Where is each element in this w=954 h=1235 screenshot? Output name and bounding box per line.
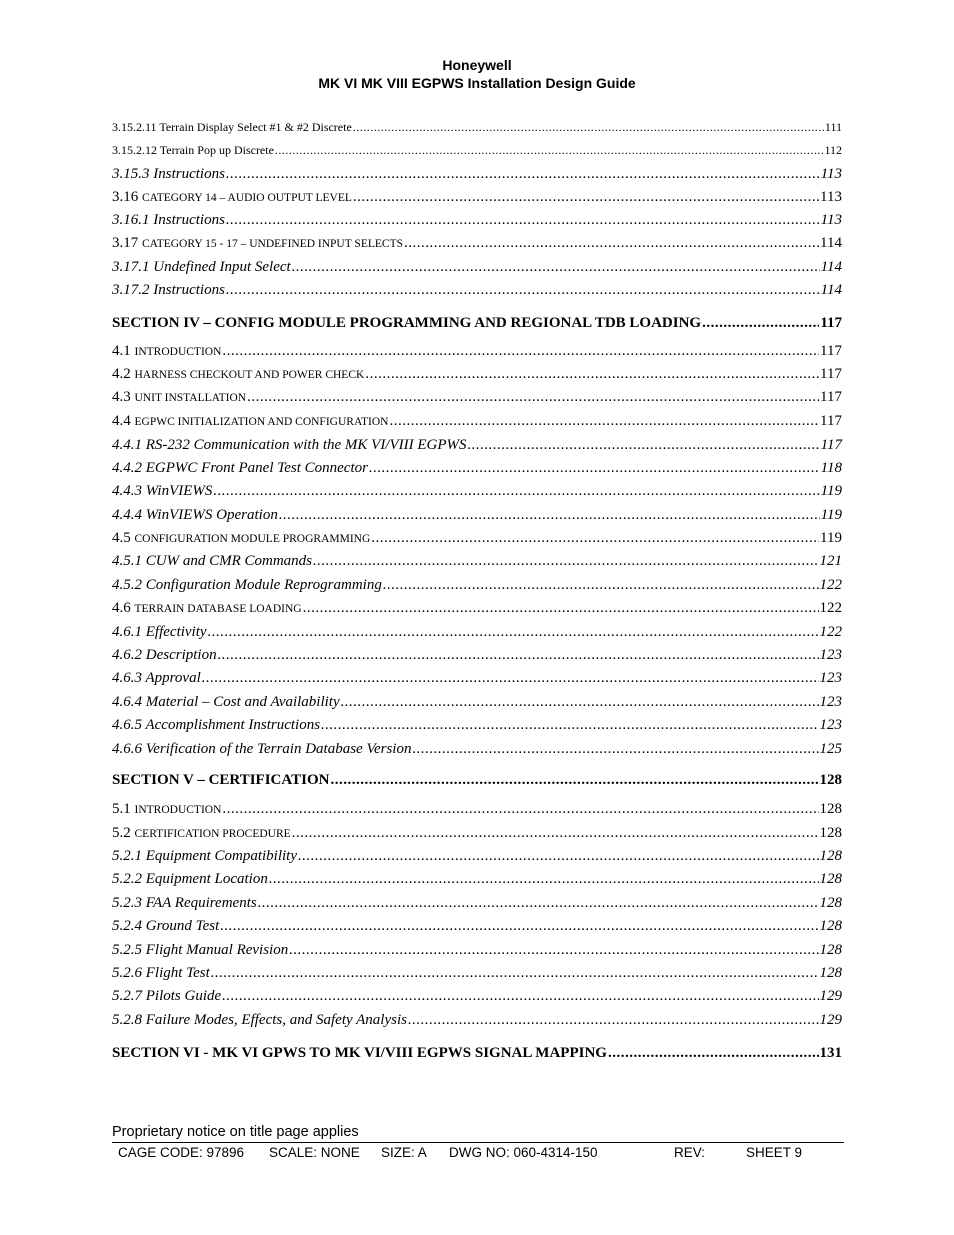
toc-entry-text: Material – Cost and Availability <box>145 694 340 710</box>
toc-leader-dots <box>383 577 819 594</box>
toc-entry-text: UNIT INSTALLATION <box>134 392 247 404</box>
toc-entry-number: 4.1 <box>112 343 131 359</box>
toc-leader-dots <box>298 848 819 865</box>
toc-page-number: 128 <box>819 965 842 981</box>
toc-leader-dots <box>218 647 819 664</box>
toc-entry-number: 5.2.6 <box>112 965 142 981</box>
toc-entry[interactable] <box>112 741 842 758</box>
revision: REV: <box>674 1145 706 1160</box>
toc-entry-number: 4.3 <box>112 389 131 405</box>
toc-entry-title <box>112 871 268 888</box>
toc-page-number: 113 <box>820 166 842 182</box>
toc-entry-title <box>112 460 368 477</box>
toc-leader-dots <box>275 143 824 158</box>
toc-entry-text: WinVIEWS <box>145 483 213 499</box>
toc-entry[interactable] <box>112 413 842 430</box>
toc-entry-title <box>112 143 274 158</box>
toc-entry-number: 4.2 <box>112 366 131 382</box>
toc-entry[interactable] <box>112 694 842 711</box>
toc-leader-dots <box>292 825 819 842</box>
toc-entry-title <box>112 366 364 383</box>
toc-entry-text: Instructions <box>153 282 225 298</box>
toc-entry[interactable] <box>112 825 842 842</box>
toc-page-number: 122 <box>819 577 842 593</box>
toc-page-number: 119 <box>820 530 842 546</box>
toc-entry-number: 4.4.2 <box>112 460 142 476</box>
toc-entry-text: Equipment Compatibility <box>145 848 297 864</box>
toc-page-number: 128 <box>819 895 842 911</box>
toc-leader-dots <box>222 343 819 360</box>
toc-entry-number: 3.17.2 <box>112 282 150 298</box>
toc-entry-number: 4.6.4 <box>112 694 142 710</box>
toc-entry-title <box>112 235 403 252</box>
toc-leader-dots <box>202 670 819 687</box>
toc-page-number: 117 <box>820 315 842 331</box>
toc-entry-title <box>112 988 221 1005</box>
toc-leader-dots <box>292 259 820 276</box>
toc-entry-number: 3.15.2.12 <box>112 143 157 157</box>
toc-entry-number: 4.5 <box>112 530 131 546</box>
toc-page-number: 122 <box>819 624 842 640</box>
toc-leader-dots <box>369 460 820 477</box>
toc-entry-text: Terrain Display Select #1 & #2 Discrete <box>159 120 352 134</box>
toc-entry[interactable] <box>112 282 842 299</box>
toc-entry-text: Accomplishment Instructions <box>145 717 321 733</box>
toc-entry-number: 3.16.1 <box>112 212 150 228</box>
toc-page-number: 121 <box>819 553 842 569</box>
toc-entry-title <box>112 553 312 570</box>
toc-entry-title <box>112 670 201 687</box>
toc-leader-dots <box>213 483 819 500</box>
toc-entry-number: 5.2.8 <box>112 1012 142 1028</box>
toc-leader-dots <box>608 1045 819 1062</box>
toc-entry-number: 4.4.4 <box>112 507 142 523</box>
toc-leader-dots <box>365 366 819 383</box>
toc-entry-number: 3.16 <box>112 189 139 205</box>
toc-entry-number: 4.6 <box>112 600 131 616</box>
toc-page-number: 111 <box>824 120 842 134</box>
toc-page-number: 128 <box>819 942 842 958</box>
toc-entry[interactable] <box>112 918 842 935</box>
toc-entry-title <box>112 212 225 229</box>
toc-page-number: 117 <box>820 343 842 359</box>
toc-entry-title <box>112 507 278 524</box>
toc-entry-title <box>112 259 291 276</box>
toc-entry[interactable] <box>112 235 842 252</box>
toc-page-number: 117 <box>820 413 842 429</box>
toc-entry-title <box>112 189 352 206</box>
toc-entry-number: 3.15.2.11 <box>112 120 157 134</box>
toc-page-number: 117 <box>820 366 842 382</box>
toc-leader-dots <box>404 235 819 252</box>
toc-entry-title <box>112 1012 407 1029</box>
toc-entry-text: HARNESS CHECKOUT AND POWER CHECK <box>134 369 365 381</box>
toc-page-number: 123 <box>819 647 842 663</box>
toc-entry-text: Terrain Pop up Discrete <box>159 143 274 157</box>
toc-leader-dots <box>371 530 819 547</box>
toc-leader-dots <box>389 413 819 430</box>
toc-entry-text: Description <box>145 647 217 663</box>
cage-code: CAGE CODE: 97896 <box>118 1145 245 1160</box>
toc-entry[interactable] <box>112 670 842 687</box>
toc-section-heading[interactable] <box>112 1045 842 1062</box>
toc-entry-text: EGPWC Front Panel Test Connector <box>145 460 368 476</box>
toc-entry-text: CATEGORY 15 - 17 – UNDEFINED INPUT SELECTS <box>142 238 403 250</box>
toc-entry[interactable] <box>112 166 842 183</box>
toc-entry[interactable] <box>112 366 842 383</box>
toc-entry-text: CONFIGURATION MODULE PROGRAMMING <box>134 533 371 545</box>
toc-entry-number: 3.17 <box>112 235 139 251</box>
toc-entry-title <box>112 437 467 454</box>
toc-entry-number: 5.2.3 <box>112 895 142 911</box>
toc-entry-number: 5.2.2 <box>112 871 142 887</box>
toc-entry-text: INTRODUCTION <box>134 804 222 816</box>
toc-entry-text: CATEGORY 14 – AUDIO OUTPUT LEVEL <box>142 192 352 204</box>
toc-leader-dots <box>321 717 818 734</box>
toc-entry-number: 3.15.3 <box>112 166 150 182</box>
toc-leader-dots <box>412 741 818 758</box>
toc-page-number: 119 <box>820 483 842 499</box>
toc-entry-number: 4.5.2 <box>112 577 142 593</box>
toc-entry[interactable] <box>112 189 842 206</box>
toc-entry-title <box>112 717 320 734</box>
toc-leader-dots <box>226 282 820 299</box>
toc-entry[interactable] <box>112 530 842 547</box>
toc-entry-number: 4.6.1 <box>112 624 142 640</box>
toc-leader-dots <box>279 507 820 524</box>
toc-entry-text: CERTIFICATION PROCEDURE <box>134 828 291 840</box>
toc-entry[interactable] <box>112 120 842 135</box>
toc-entry-text: SECTION VI - MK VI GPWS TO MK VI/VIII EGPWS SIGNAL MAPPING <box>112 1045 607 1061</box>
toc-entry-text: Effectivity <box>145 624 207 640</box>
toc-entry-text: Instructions <box>153 212 225 228</box>
toc-page-number: 113 <box>820 189 842 205</box>
document-company: Honeywell <box>442 57 512 73</box>
toc-entry-title <box>112 120 352 135</box>
toc-page-number: 113 <box>820 212 842 228</box>
toc-entry-number: 4.6.2 <box>112 647 142 663</box>
toc-entry[interactable] <box>112 871 842 888</box>
toc-entry-text: Configuration Module Reprogramming <box>145 577 382 593</box>
toc-leader-dots <box>211 965 819 982</box>
toc-entry[interactable] <box>112 600 842 617</box>
toc-entry-number: 5.2.7 <box>112 988 142 1004</box>
toc-entry-title <box>112 965 210 982</box>
toc-entry-number: 3.17.1 <box>112 259 150 275</box>
toc-entry-title <box>112 624 207 641</box>
toc-entry-text: Failure Modes, Effects, and Safety Analysis <box>145 1012 407 1028</box>
toc-page-number: 128 <box>819 918 842 934</box>
toc-entry-title <box>112 413 388 430</box>
toc-entry[interactable] <box>112 848 842 865</box>
toc-page-number: 131 <box>819 1045 842 1061</box>
toc-leader-dots <box>353 120 824 135</box>
toc-entry[interactable] <box>112 212 842 229</box>
toc-entry-title <box>112 647 217 664</box>
toc-entry[interactable] <box>112 577 842 594</box>
toc-entry-title <box>112 530 370 547</box>
toc-page-number: 123 <box>819 694 842 710</box>
toc-entry-text: EGPWC INITIALIZATION AND CONFIGURATION <box>134 416 389 428</box>
toc-entry-text: Equipment Location <box>145 871 268 887</box>
toc-entry[interactable] <box>112 624 842 641</box>
toc-entry[interactable] <box>112 801 842 818</box>
toc-entry-text: CUW and CMR Commands <box>145 553 313 569</box>
toc-entry-title <box>112 600 302 617</box>
toc-entry-number: 4.6.5 <box>112 717 142 733</box>
toc-leader-dots <box>303 600 819 617</box>
toc-page-number: 114 <box>820 282 842 298</box>
toc-entry-title <box>112 1045 607 1062</box>
toc-entry-title <box>112 577 382 594</box>
toc-entry[interactable] <box>112 507 842 524</box>
footer-divider <box>112 1142 844 1143</box>
toc-entry-title <box>112 942 288 959</box>
toc-leader-dots <box>313 553 818 570</box>
toc-leader-dots <box>247 389 819 406</box>
toc-page-number: 129 <box>819 988 842 1004</box>
toc-page-number: 118 <box>820 460 842 476</box>
toc-page-number: 122 <box>819 600 842 616</box>
toc-entry-text: Instructions <box>153 166 225 182</box>
toc-entry-text: Flight Manual Revision <box>145 942 289 958</box>
toc-entry[interactable] <box>112 483 842 500</box>
toc-page-number: 114 <box>820 235 842 251</box>
document-title: MK VI MK VIII EGPWS Installation Design Guide <box>318 75 636 91</box>
toc-leader-dots <box>222 988 818 1005</box>
toc-page-number: 117 <box>820 389 842 405</box>
sheet-number: SHEET 9 <box>746 1145 803 1160</box>
toc-entry-title <box>112 825 291 842</box>
toc-entry-title <box>112 918 219 935</box>
toc-page-number: 128 <box>819 825 842 841</box>
toc-entry[interactable] <box>112 965 842 982</box>
toc-entry[interactable] <box>112 460 842 477</box>
toc-leader-dots <box>269 871 819 888</box>
toc-entry[interactable] <box>112 143 842 158</box>
toc-page-number: 123 <box>819 717 842 733</box>
toc-page-number: 114 <box>820 259 842 275</box>
toc-entry[interactable] <box>112 647 842 664</box>
toc-entry[interactable] <box>112 389 842 406</box>
toc-page-number: 117 <box>820 437 842 453</box>
toc-page-number: 119 <box>820 507 842 523</box>
toc-entry-title <box>112 772 329 789</box>
toc-entry[interactable] <box>112 437 842 454</box>
toc-entry-title <box>112 895 257 912</box>
toc-entry-number: 4.5.1 <box>112 553 142 569</box>
toc-page-number: 128 <box>819 801 842 817</box>
toc-entry-number: 4.4.3 <box>112 483 142 499</box>
toc-leader-dots <box>220 918 818 935</box>
toc-leader-dots <box>226 212 820 229</box>
toc-section-heading[interactable] <box>112 315 842 332</box>
toc-entry[interactable] <box>112 717 842 734</box>
toc-entry-text: FAA Requirements <box>145 895 257 911</box>
toc-leader-dots <box>289 942 818 959</box>
toc-entry-text: Verification of the Terrain Database Version <box>145 741 412 757</box>
toc-page-number: 112 <box>824 143 842 157</box>
toc-section-heading[interactable] <box>112 772 842 789</box>
toc-page-number: 129 <box>819 1012 842 1028</box>
toc-leader-dots <box>226 166 820 183</box>
toc-entry-title <box>112 483 212 500</box>
proprietary-notice: Proprietary notice on title page applies <box>112 1124 359 1140</box>
toc-entry-number: 4.4 <box>112 413 131 429</box>
toc-entry-number: 5.2.5 <box>112 942 142 958</box>
toc-entry-title <box>112 315 701 332</box>
toc-entry-text: SECTION IV – CONFIG MODULE PROGRAMMING AND REGIONAL TDB LOADING <box>112 315 702 331</box>
toc-leader-dots <box>330 772 818 789</box>
toc-leader-dots <box>258 895 819 912</box>
toc-leader-dots <box>222 801 818 818</box>
toc-entry-text: WinVIEWS Operation <box>145 507 278 523</box>
toc-entry[interactable] <box>112 895 842 912</box>
toc-entry-text: TERRAIN DATABASE LOADING <box>134 603 302 615</box>
toc-entry-text: INTRODUCTION <box>134 346 222 358</box>
toc-leader-dots <box>341 694 819 711</box>
size: SIZE: A <box>381 1145 427 1160</box>
toc-entry-title <box>112 282 225 299</box>
toc-page-number: 123 <box>819 670 842 686</box>
toc-entry-text: RS-232 Communication with the MK VI/VIII EGPWS <box>145 437 467 453</box>
toc-entry-title <box>112 694 340 711</box>
toc-entry-number: 4.6.3 <box>112 670 142 686</box>
toc-leader-dots <box>208 624 819 641</box>
toc-entry[interactable] <box>112 988 842 1005</box>
toc-entry[interactable] <box>112 343 842 360</box>
toc-entry-title <box>112 848 297 865</box>
toc-page-number: 125 <box>819 741 842 757</box>
toc-leader-dots <box>468 437 820 454</box>
toc-entry-number: 5.2.1 <box>112 848 142 864</box>
toc-entry-text: Flight Test <box>145 965 210 981</box>
toc-entry[interactable] <box>112 1012 842 1029</box>
toc-entry-number: 4.6.6 <box>112 741 142 757</box>
toc-entry[interactable] <box>112 942 842 959</box>
drawing-number: DWG NO: 060-4314-150 <box>449 1145 598 1160</box>
toc-leader-dots <box>408 1012 819 1029</box>
toc-entry-title <box>112 741 411 758</box>
toc-entry-number: 5.1 <box>112 801 131 817</box>
toc-entry[interactable] <box>112 259 842 276</box>
toc-entry-text: Pilots Guide <box>145 988 222 1004</box>
toc-entry[interactable] <box>112 553 842 570</box>
toc-entry-number: 4.4.1 <box>112 437 142 453</box>
toc-entry-title <box>112 801 221 818</box>
toc-page-number: 128 <box>819 871 842 887</box>
toc-entry-number: 5.2.4 <box>112 918 142 934</box>
toc-page-number: 128 <box>819 772 842 788</box>
toc-entry-text: Ground Test <box>145 918 220 934</box>
toc-entry-title <box>112 166 225 183</box>
toc-entry-text: SECTION V – CERTIFICATION <box>112 772 330 788</box>
toc-entry-text: Undefined Input Select <box>153 259 291 275</box>
toc-leader-dots <box>702 315 819 332</box>
toc-entry-title <box>112 343 221 360</box>
toc-entry-number: 5.2 <box>112 825 131 841</box>
toc-entry-text: Approval <box>145 670 201 686</box>
toc-page-number: 128 <box>819 848 842 864</box>
toc-entry-title <box>112 389 246 406</box>
scale: SCALE: NONE <box>269 1145 360 1160</box>
toc-leader-dots <box>353 189 819 206</box>
